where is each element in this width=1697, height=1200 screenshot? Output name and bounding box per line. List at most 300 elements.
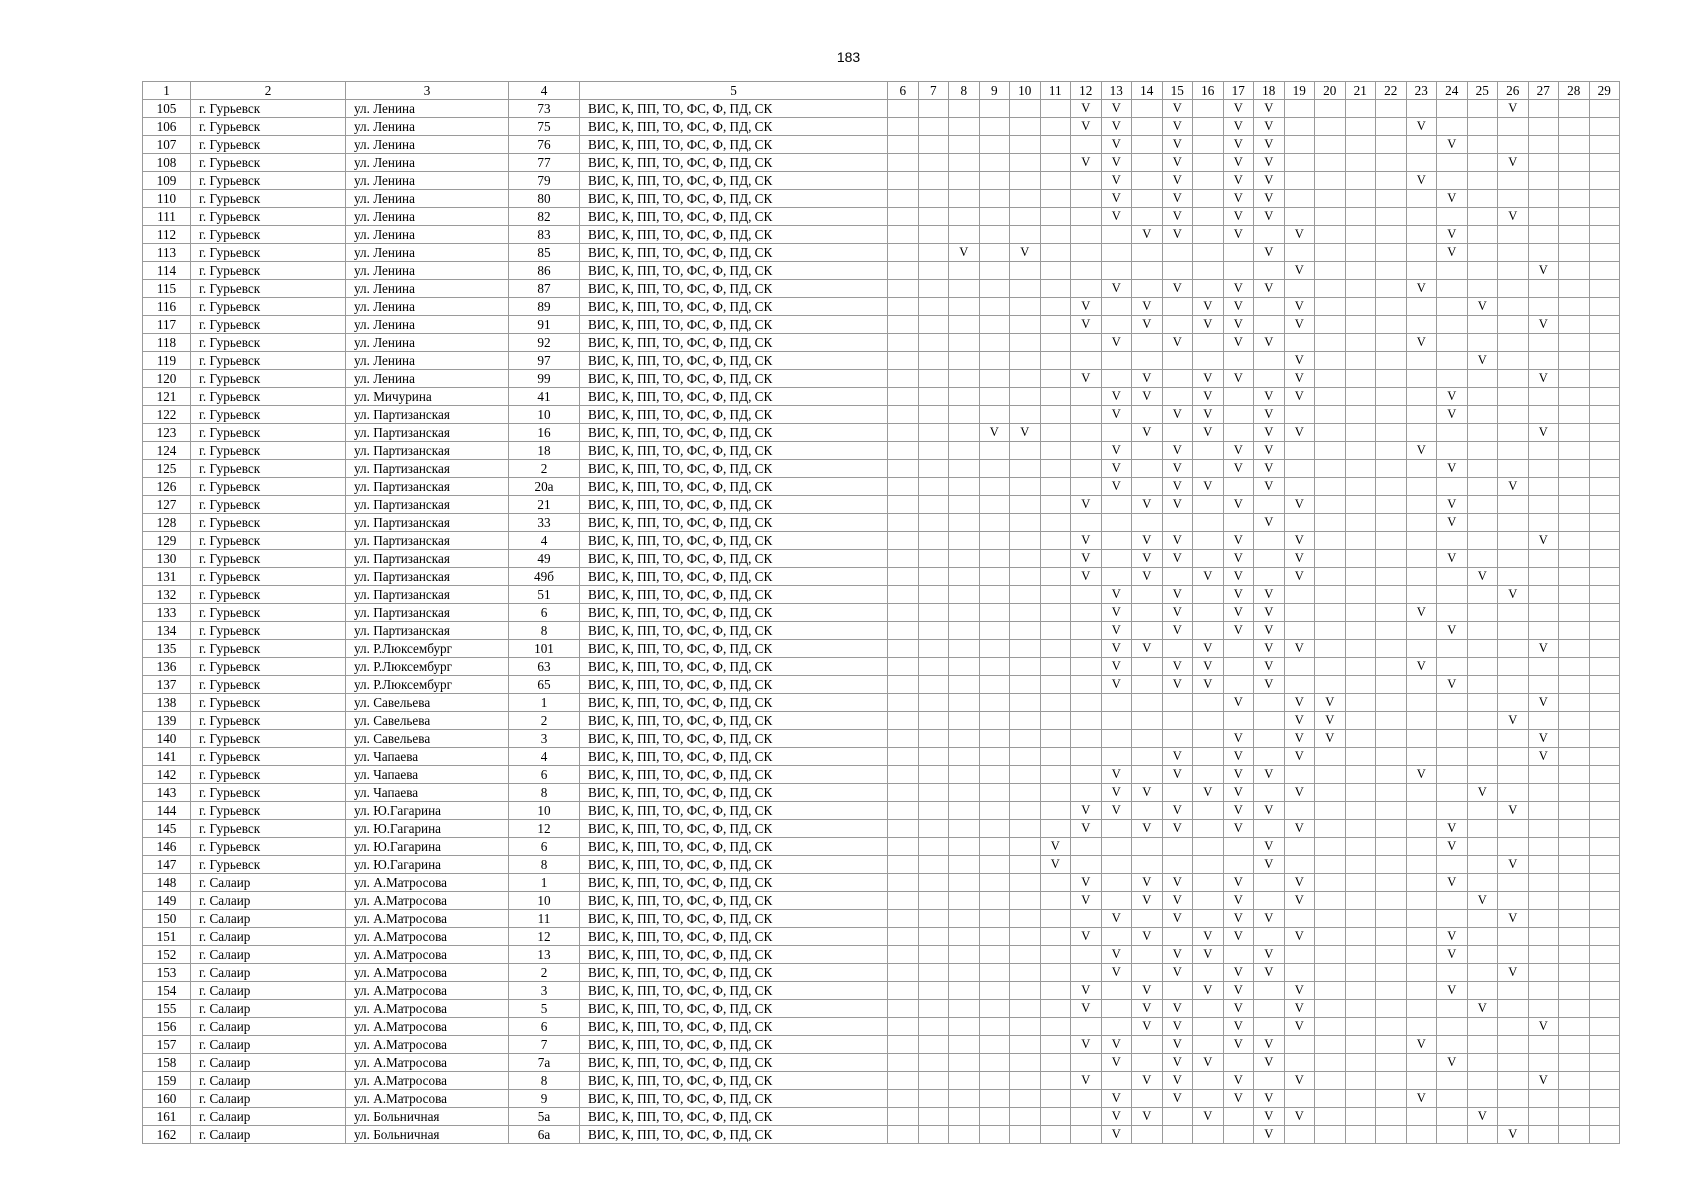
- check-mark-cell: V: [1162, 964, 1193, 982]
- empty-cell: [1345, 442, 1376, 460]
- empty-cell: [1528, 712, 1559, 730]
- check-mark-cell: V: [1193, 298, 1224, 316]
- empty-cell: [1345, 334, 1376, 352]
- check-mark-cell: V: [1284, 532, 1315, 550]
- check-mark-cell: V: [1071, 100, 1102, 118]
- table-row: [143, 766, 1620, 784]
- empty-cell: [888, 1072, 919, 1090]
- check-mark-cell: V: [1162, 478, 1193, 496]
- check-mark-cell: V: [949, 244, 980, 262]
- empty-cell: [1589, 514, 1620, 532]
- check-mark-cell: V: [1223, 1036, 1254, 1054]
- empty-cell: [1162, 1126, 1193, 1144]
- empty-cell: [1406, 892, 1437, 910]
- empty-cell: [1376, 838, 1407, 856]
- empty-cell: [1528, 1036, 1559, 1054]
- check-mark-cell: V: [1162, 334, 1193, 352]
- empty-cell: [1528, 1000, 1559, 1018]
- empty-cell: [1589, 442, 1620, 460]
- empty-cell: [1376, 424, 1407, 442]
- house-cell: 10: [509, 892, 580, 910]
- check-mark-cell: V: [1193, 316, 1224, 334]
- empty-cell: [1040, 1126, 1071, 1144]
- empty-cell: [1071, 442, 1102, 460]
- empty-cell: [1162, 1108, 1193, 1126]
- table-row: [143, 388, 1620, 406]
- row-number: 113: [143, 244, 191, 262]
- empty-cell: [1345, 820, 1376, 838]
- empty-cell: [1315, 856, 1346, 874]
- empty-cell: [1101, 244, 1132, 262]
- empty-cell: [1193, 190, 1224, 208]
- table-row: [143, 334, 1620, 352]
- empty-cell: [1101, 820, 1132, 838]
- empty-cell: [1467, 766, 1498, 784]
- row-number: 149: [143, 892, 191, 910]
- empty-cell: [888, 118, 919, 136]
- empty-cell: [1528, 802, 1559, 820]
- check-mark-cell: V: [1254, 838, 1285, 856]
- empty-cell: [1589, 424, 1620, 442]
- empty-cell: [1498, 460, 1529, 478]
- check-mark-cell: V: [1071, 802, 1102, 820]
- empty-cell: [1589, 604, 1620, 622]
- check-mark-cell: V: [1132, 820, 1163, 838]
- check-mark-cell: V: [1223, 154, 1254, 172]
- street-cell: ул. Савельева: [346, 730, 509, 748]
- empty-cell: [949, 172, 980, 190]
- check-mark-cell: V: [1101, 136, 1132, 154]
- check-mark-cell: V: [1132, 298, 1163, 316]
- row-number: 130: [143, 550, 191, 568]
- empty-cell: [1040, 208, 1071, 226]
- table-row: [143, 1018, 1620, 1036]
- check-mark-cell: V: [1498, 208, 1529, 226]
- check-mark-cell: V: [1528, 262, 1559, 280]
- table-row: [143, 424, 1620, 442]
- empty-cell: [949, 280, 980, 298]
- empty-cell: [1040, 190, 1071, 208]
- empty-cell: [1376, 640, 1407, 658]
- empty-cell: [1040, 280, 1071, 298]
- empty-cell: [1162, 856, 1193, 874]
- empty-cell: [1071, 1054, 1102, 1072]
- row-number: 150: [143, 910, 191, 928]
- empty-cell: [1193, 460, 1224, 478]
- empty-cell: [1010, 604, 1041, 622]
- empty-cell: [1589, 928, 1620, 946]
- empty-cell: [918, 208, 949, 226]
- empty-cell: [979, 1126, 1010, 1144]
- empty-cell: [918, 748, 949, 766]
- empty-cell: [1315, 802, 1346, 820]
- city-cell: г. Гурьевск: [191, 244, 346, 262]
- empty-cell: [1132, 136, 1163, 154]
- empty-cell: [1010, 334, 1041, 352]
- empty-cell: [949, 838, 980, 856]
- empty-cell: [1498, 1108, 1529, 1126]
- empty-cell: [1345, 856, 1376, 874]
- empty-cell: [1345, 262, 1376, 280]
- empty-cell: [1528, 856, 1559, 874]
- empty-cell: [1376, 154, 1407, 172]
- empty-cell: [1559, 442, 1590, 460]
- row-number: 107: [143, 136, 191, 154]
- empty-cell: [1345, 298, 1376, 316]
- empty-cell: [1528, 352, 1559, 370]
- street-cell: ул. Ленина: [346, 208, 509, 226]
- empty-cell: [1589, 802, 1620, 820]
- empty-cell: [1071, 244, 1102, 262]
- empty-cell: [888, 676, 919, 694]
- empty-cell: [1132, 280, 1163, 298]
- house-cell: 5а: [509, 1108, 580, 1126]
- empty-cell: [1345, 352, 1376, 370]
- empty-cell: [888, 946, 919, 964]
- empty-cell: [1010, 676, 1041, 694]
- check-mark-cell: V: [1223, 172, 1254, 190]
- check-mark-cell: V: [1071, 298, 1102, 316]
- empty-cell: [1528, 784, 1559, 802]
- empty-cell: [1437, 298, 1468, 316]
- empty-cell: [1345, 712, 1376, 730]
- street-cell: ул. Партизанская: [346, 424, 509, 442]
- empty-cell: [1010, 1054, 1041, 1072]
- empty-cell: [1376, 280, 1407, 298]
- check-mark-cell: V: [1437, 226, 1468, 244]
- works-cell: ВИС, К, ПП, ТО, ФС, Ф, ПД, СК: [580, 1108, 888, 1126]
- street-cell: ул. Ю.Гагарина: [346, 820, 509, 838]
- check-mark-cell: V: [1254, 100, 1285, 118]
- empty-cell: [1193, 604, 1224, 622]
- house-cell: 20а: [509, 478, 580, 496]
- empty-cell: [1589, 676, 1620, 694]
- check-mark-cell: V: [1223, 694, 1254, 712]
- empty-cell: [1071, 658, 1102, 676]
- check-mark-cell: V: [1162, 676, 1193, 694]
- empty-cell: [918, 118, 949, 136]
- house-cell: 5: [509, 1000, 580, 1018]
- empty-cell: [1498, 370, 1529, 388]
- empty-cell: [1040, 154, 1071, 172]
- empty-cell: [1040, 460, 1071, 478]
- check-mark-cell: V: [1406, 280, 1437, 298]
- empty-cell: [1315, 946, 1346, 964]
- empty-cell: [888, 928, 919, 946]
- empty-cell: [1315, 298, 1346, 316]
- empty-cell: [1406, 424, 1437, 442]
- empty-cell: [1071, 586, 1102, 604]
- empty-cell: [1071, 604, 1102, 622]
- table-row: [143, 784, 1620, 802]
- empty-cell: [1315, 1054, 1346, 1072]
- row-number: 124: [143, 442, 191, 460]
- empty-cell: [1467, 136, 1498, 154]
- table-row: [143, 496, 1620, 514]
- empty-cell: [1498, 622, 1529, 640]
- empty-cell: [1345, 748, 1376, 766]
- empty-cell: [1010, 928, 1041, 946]
- table-row: [143, 532, 1620, 550]
- row-number: 135: [143, 640, 191, 658]
- empty-cell: [1528, 136, 1559, 154]
- city-cell: г. Гурьевск: [191, 532, 346, 550]
- empty-cell: [1406, 208, 1437, 226]
- empty-cell: [1040, 1108, 1071, 1126]
- check-mark-cell: V: [1437, 676, 1468, 694]
- empty-cell: [1406, 730, 1437, 748]
- street-cell: ул. Партизанская: [346, 586, 509, 604]
- empty-cell: [918, 496, 949, 514]
- works-cell: ВИС, К, ПП, ТО, ФС, Ф, ПД, СК: [580, 100, 888, 118]
- empty-cell: [1193, 1126, 1224, 1144]
- empty-cell: [1376, 586, 1407, 604]
- check-mark-cell: V: [1254, 676, 1285, 694]
- check-mark-cell: V: [1193, 1108, 1224, 1126]
- empty-cell: [888, 478, 919, 496]
- empty-cell: [1345, 514, 1376, 532]
- check-mark-cell: V: [1162, 496, 1193, 514]
- empty-cell: [1010, 568, 1041, 586]
- empty-cell: [1345, 892, 1376, 910]
- empty-cell: [1132, 622, 1163, 640]
- empty-cell: [1315, 172, 1346, 190]
- empty-cell: [1010, 910, 1041, 928]
- empty-cell: [1040, 370, 1071, 388]
- empty-cell: [1589, 352, 1620, 370]
- empty-cell: [949, 550, 980, 568]
- empty-cell: [1010, 172, 1041, 190]
- empty-cell: [1071, 1018, 1102, 1036]
- house-cell: 86: [509, 262, 580, 280]
- house-cell: 3: [509, 982, 580, 1000]
- empty-cell: [1528, 1126, 1559, 1144]
- house-cell: 6: [509, 604, 580, 622]
- empty-cell: [1101, 298, 1132, 316]
- empty-cell: [1559, 460, 1590, 478]
- empty-cell: [949, 568, 980, 586]
- column-header-9: 9: [979, 82, 1010, 100]
- empty-cell: [888, 586, 919, 604]
- empty-cell: [949, 298, 980, 316]
- check-mark-cell: V: [1223, 1072, 1254, 1090]
- check-mark-cell: V: [1132, 1072, 1163, 1090]
- empty-cell: [1345, 910, 1376, 928]
- house-cell: 1: [509, 694, 580, 712]
- empty-cell: [1589, 784, 1620, 802]
- check-mark-cell: V: [1284, 892, 1315, 910]
- empty-cell: [1467, 316, 1498, 334]
- empty-cell: [1437, 370, 1468, 388]
- empty-cell: [1437, 1072, 1468, 1090]
- empty-cell: [918, 442, 949, 460]
- empty-cell: [949, 1036, 980, 1054]
- check-mark-cell: V: [1223, 136, 1254, 154]
- check-mark-cell: V: [1406, 1036, 1437, 1054]
- column-header-21: 21: [1345, 82, 1376, 100]
- empty-cell: [1406, 856, 1437, 874]
- empty-cell: [1315, 874, 1346, 892]
- column-header-2: 2: [191, 82, 346, 100]
- works-cell: ВИС, К, ПП, ТО, ФС, Ф, ПД, СК: [580, 1054, 888, 1072]
- table-row: [143, 604, 1620, 622]
- empty-cell: [1467, 280, 1498, 298]
- empty-cell: [1345, 100, 1376, 118]
- empty-cell: [1284, 118, 1315, 136]
- empty-cell: [1406, 244, 1437, 262]
- empty-cell: [1254, 550, 1285, 568]
- works-cell: ВИС, К, ПП, ТО, ФС, Ф, ПД, СК: [580, 676, 888, 694]
- empty-cell: [1345, 280, 1376, 298]
- empty-cell: [1071, 694, 1102, 712]
- empty-cell: [1254, 1000, 1285, 1018]
- empty-cell: [1498, 442, 1529, 460]
- street-cell: ул. Больничная: [346, 1108, 509, 1126]
- street-cell: ул. Ленина: [346, 118, 509, 136]
- empty-cell: [1071, 208, 1102, 226]
- street-cell: ул. А.Матросова: [346, 1036, 509, 1054]
- works-cell: ВИС, К, ПП, ТО, ФС, Ф, ПД, СК: [580, 1018, 888, 1036]
- works-cell: ВИС, К, ПП, ТО, ФС, Ф, ПД, СК: [580, 982, 888, 1000]
- empty-cell: [1315, 568, 1346, 586]
- street-cell: ул. Ю.Гагарина: [346, 838, 509, 856]
- empty-cell: [1406, 370, 1437, 388]
- empty-cell: [1437, 478, 1468, 496]
- check-mark-cell: V: [1162, 154, 1193, 172]
- works-cell: ВИС, К, ПП, ТО, ФС, Ф, ПД, СК: [580, 748, 888, 766]
- empty-cell: [979, 226, 1010, 244]
- empty-cell: [949, 694, 980, 712]
- check-mark-cell: V: [1223, 532, 1254, 550]
- check-mark-cell: V: [1406, 604, 1437, 622]
- empty-cell: [1040, 532, 1071, 550]
- empty-cell: [1040, 1054, 1071, 1072]
- empty-cell: [1498, 532, 1529, 550]
- check-mark-cell: V: [1254, 802, 1285, 820]
- check-mark-cell: V: [1284, 496, 1315, 514]
- empty-cell: [1376, 442, 1407, 460]
- empty-cell: [1071, 838, 1102, 856]
- empty-cell: [979, 154, 1010, 172]
- check-mark-cell: V: [1437, 190, 1468, 208]
- empty-cell: [1071, 622, 1102, 640]
- empty-cell: [1467, 748, 1498, 766]
- empty-cell: [1559, 1018, 1590, 1036]
- empty-cell: [1498, 280, 1529, 298]
- empty-cell: [1010, 316, 1041, 334]
- empty-cell: [1010, 1072, 1041, 1090]
- empty-cell: [1223, 1054, 1254, 1072]
- empty-cell: [1498, 1018, 1529, 1036]
- street-cell: ул. Партизанская: [346, 514, 509, 532]
- street-cell: ул. Партизанская: [346, 406, 509, 424]
- check-mark-cell: V: [1284, 784, 1315, 802]
- empty-cell: [1010, 154, 1041, 172]
- empty-cell: [949, 262, 980, 280]
- empty-cell: [1498, 820, 1529, 838]
- empty-cell: [1559, 766, 1590, 784]
- empty-cell: [888, 172, 919, 190]
- empty-cell: [1406, 802, 1437, 820]
- empty-cell: [1071, 460, 1102, 478]
- empty-cell: [1345, 226, 1376, 244]
- empty-cell: [1467, 1090, 1498, 1108]
- empty-cell: [1101, 568, 1132, 586]
- empty-cell: [1559, 964, 1590, 982]
- check-mark-cell: V: [1223, 892, 1254, 910]
- empty-cell: [979, 298, 1010, 316]
- empty-cell: [1528, 172, 1559, 190]
- empty-cell: [1589, 1000, 1620, 1018]
- table-row: [143, 586, 1620, 604]
- empty-cell: [1345, 730, 1376, 748]
- empty-cell: [1498, 172, 1529, 190]
- empty-cell: [1498, 406, 1529, 424]
- empty-cell: [1589, 406, 1620, 424]
- row-number: 159: [143, 1072, 191, 1090]
- city-cell: г. Гурьевск: [191, 838, 346, 856]
- table-row: [143, 802, 1620, 820]
- empty-cell: [1406, 154, 1437, 172]
- empty-cell: [1223, 946, 1254, 964]
- empty-cell: [1376, 118, 1407, 136]
- empty-cell: [1010, 388, 1041, 406]
- empty-cell: [1345, 478, 1376, 496]
- empty-cell: [1589, 1072, 1620, 1090]
- empty-cell: [1589, 1054, 1620, 1072]
- empty-cell: [888, 316, 919, 334]
- works-cell: ВИС, К, ПП, ТО, ФС, Ф, ПД, СК: [580, 424, 888, 442]
- empty-cell: [1498, 1036, 1529, 1054]
- empty-cell: [1315, 640, 1346, 658]
- empty-cell: [1559, 514, 1590, 532]
- empty-cell: [1132, 1090, 1163, 1108]
- check-mark-cell: V: [1101, 460, 1132, 478]
- works-cell: ВИС, К, ПП, ТО, ФС, Ф, ПД, СК: [580, 460, 888, 478]
- empty-cell: [1376, 226, 1407, 244]
- empty-cell: [888, 190, 919, 208]
- empty-cell: [1071, 856, 1102, 874]
- empty-cell: [888, 262, 919, 280]
- house-cell: 49б: [509, 568, 580, 586]
- works-cell: ВИС, К, ПП, ТО, ФС, Ф, ПД, СК: [580, 136, 888, 154]
- works-cell: ВИС, К, ПП, ТО, ФС, Ф, ПД, СК: [580, 370, 888, 388]
- works-cell: ВИС, К, ПП, ТО, ФС, Ф, ПД, СК: [580, 1126, 888, 1144]
- empty-cell: [1376, 388, 1407, 406]
- check-mark-cell: V: [1071, 154, 1102, 172]
- check-mark-cell: V: [1101, 172, 1132, 190]
- empty-cell: [1467, 100, 1498, 118]
- empty-cell: [1193, 1018, 1224, 1036]
- empty-cell: [918, 370, 949, 388]
- check-mark-cell: V: [1498, 964, 1529, 982]
- empty-cell: [1528, 1090, 1559, 1108]
- check-mark-cell: V: [1071, 568, 1102, 586]
- empty-cell: [1162, 316, 1193, 334]
- empty-cell: [1284, 442, 1315, 460]
- city-cell: г. Салаир: [191, 1054, 346, 1072]
- empty-cell: [1193, 172, 1224, 190]
- empty-cell: [1284, 154, 1315, 172]
- empty-cell: [1467, 712, 1498, 730]
- empty-cell: [1101, 424, 1132, 442]
- empty-cell: [1315, 136, 1346, 154]
- empty-cell: [888, 1126, 919, 1144]
- empty-cell: [1254, 712, 1285, 730]
- check-mark-cell: V: [1071, 550, 1102, 568]
- empty-cell: [1559, 1090, 1590, 1108]
- city-cell: г. Гурьевск: [191, 622, 346, 640]
